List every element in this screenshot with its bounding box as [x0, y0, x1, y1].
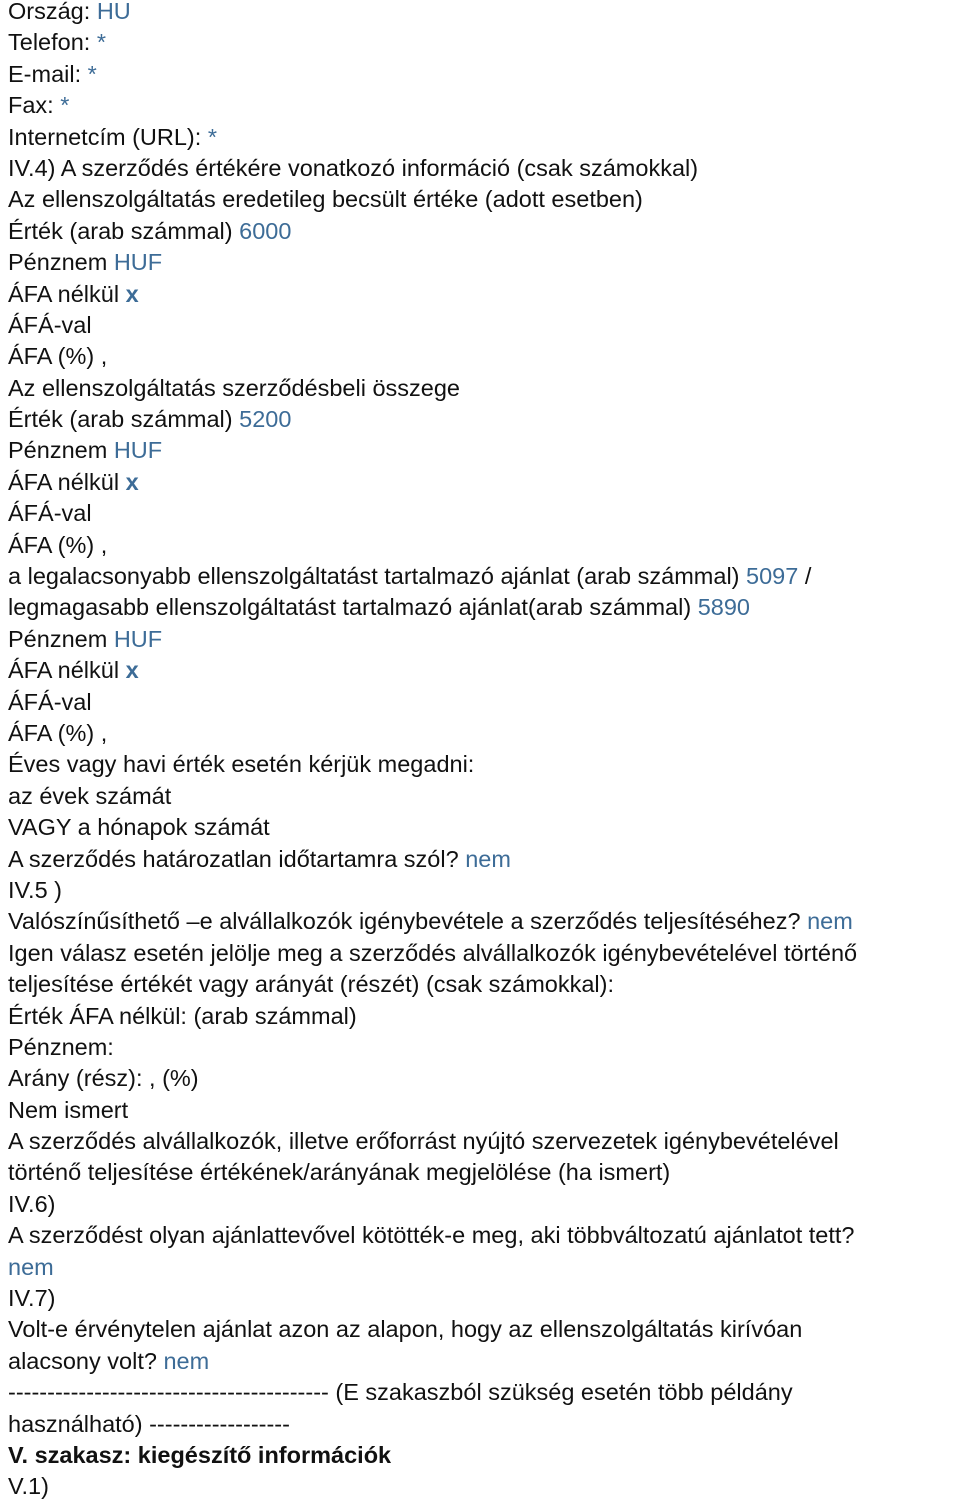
indefinite-row [8, 844, 956, 875]
contract-ertek-row [8, 404, 956, 435]
iv5-subcontract-line2: történő teljesítése értékének/arányának megjelölése (ha ismert) [8, 1159, 671, 1186]
iv5-nem-ismert: Nem ismert [8, 1096, 129, 1123]
range-afa-nelkul-row [8, 655, 956, 686]
iv7-number [8, 1283, 956, 1314]
section-prefix: IV. [8, 876, 35, 903]
section-suffix: 5 ) [34, 876, 63, 903]
telefon-value: * [96, 29, 106, 56]
highest-offer-row [8, 592, 956, 623]
iv7-question-label: alacsony volt? [8, 1347, 157, 1374]
iv7-question-value: nem [163, 1347, 210, 1374]
contract-afa-pct-row: ÁFA (%) , [8, 531, 108, 558]
iv5-subcontract-line1: A szerződés alvállalkozók, illetve erőforrást nyújtó szervezetek igénybevételével [8, 1128, 839, 1155]
afa-nelkul-mark: x [125, 657, 139, 684]
iv6-question-value: nem [8, 1253, 54, 1280]
iv5-instruction-line1: Igen válasz esetén jelölje meg a szerződés alvállalkozók igénybevételével történő [8, 939, 858, 966]
estimated-penznem-row [8, 247, 956, 278]
iv5-instruction-line2: teljesítése értékét vagy arányát (részét) (csak számokkal): [8, 971, 614, 998]
range-penznem-row [8, 624, 956, 655]
iv7-question-row [8, 1346, 956, 1377]
section-prefix: V. [8, 1473, 29, 1500]
range-slash: / [804, 563, 812, 590]
ertek-label: Érték (arab számmal) [8, 217, 233, 244]
penznem-value: HUF [113, 249, 163, 276]
url-row [8, 122, 956, 153]
email-label: E-mail: [8, 60, 82, 87]
contract-afa-nelkul-row [8, 467, 956, 498]
afa-nelkul-label: ÁFA nélkül [8, 468, 120, 495]
telefon-label: Telefon: [8, 29, 91, 56]
orszag-label: Ország: [8, 0, 91, 24]
iv6-number [8, 1189, 956, 1220]
estimated-afaval-row: ÁFÁ-val [8, 311, 92, 338]
url-value: * [207, 123, 217, 150]
lowest-offer-value: 5097 [746, 563, 799, 590]
iv5-question-value: nem [807, 908, 853, 935]
section-prefix: IV. [8, 1190, 35, 1217]
iv4-heading: IV.4) A szerződés értékére vonatkozó információ (csak számokkal) [8, 154, 699, 181]
fax-value: * [60, 92, 70, 119]
indefinite-value: nem [465, 845, 511, 872]
v1-number [8, 1471, 956, 1502]
estimated-ertek-row [8, 216, 956, 247]
telefon-row [8, 27, 956, 58]
email-row [8, 59, 956, 90]
iv6-question: A szerződést olyan ajánlattevővel kötötték-e meg, aki többváltozatú ajánlatot tett? [8, 1222, 855, 1249]
afa-nelkul-label: ÁFA nélkül [8, 657, 120, 684]
afa-nelkul-mark: x [125, 280, 139, 307]
ertek-label: Érték (arab számmal) [8, 406, 233, 433]
iv5-penznem-label: Pénznem: [8, 1033, 114, 1060]
contract-afaval-row: ÁFÁ-val [8, 500, 92, 527]
ertek-value: 5200 [239, 406, 292, 433]
estimated-heading: Az ellenszolgáltatás eredetileg becsült értéke (adott esetben) [8, 186, 643, 213]
document [8, 0, 956, 1503]
fax-label: Fax: [8, 92, 54, 119]
iv5-arany-label: Arány (rész): , (%) [8, 1065, 199, 1092]
months-label: VAGY a hónapok számát [8, 814, 270, 841]
annual-note: Éves vagy havi érték esetén kérjük megadni: [8, 751, 475, 778]
afa-nelkul-mark: x [125, 468, 139, 495]
section-prefix: IV. [8, 1285, 35, 1312]
estimated-afa-nelkul-row [8, 279, 956, 310]
section-suffix: 7) [34, 1285, 56, 1312]
email-value: * [87, 60, 97, 87]
range-afa-pct-row: ÁFA (%) , [8, 719, 108, 746]
section-suffix: 6) [34, 1190, 56, 1217]
iv5-ertek-label: Érték ÁFA nélkül: (arab számmal) [8, 1002, 357, 1029]
orszag-value: HU [96, 0, 131, 24]
contract-penznem-row [8, 435, 956, 466]
lowest-offer-row [8, 561, 956, 592]
penznem-value: HUF [113, 625, 163, 652]
iv7-question-line1: Volt-e érvénytelen ajánlat azon az alapon, hogy az ellenszolgáltatás kirívóan [8, 1316, 803, 1343]
indefinite-label: A szerződés határozatlan időtartamra szól? [8, 845, 459, 872]
separator-line2: használható) ------------------ [8, 1410, 290, 1437]
penznem-label: Pénznem [8, 625, 108, 652]
lowest-offer-label: a legalacsonyabb ellenszolgáltatást tartalmazó ajánlat (arab számmal) [8, 563, 740, 590]
afa-nelkul-label: ÁFA nélkül [8, 280, 120, 307]
ertek-value: 6000 [239, 217, 292, 244]
separator-line1: ----------------------------------------- (E szakaszból szükség esetén több példány [8, 1379, 793, 1406]
range-afaval-row: ÁFÁ-val [8, 688, 92, 715]
iv5-question-label: Valószínűsíthető –e alvállalkozók igénybevétele a szerződés teljesítéséhez? [8, 908, 801, 935]
years-label: az évek számát [8, 782, 172, 809]
fax-row [8, 90, 956, 121]
iv6-answer-row [8, 1252, 956, 1283]
contract-heading: Az ellenszolgáltatás szerződésbeli összege [8, 374, 460, 401]
penznem-value: HUF [113, 437, 163, 464]
url-label: Internetcím (URL): [8, 123, 202, 150]
orszag-row [8, 0, 956, 27]
penznem-label: Pénznem [8, 249, 108, 276]
highest-offer-label: legmagasabb ellenszolgáltatást tartalmazó ajánlat(arab számmal) [8, 594, 692, 621]
iv5-question-row [8, 906, 956, 937]
estimated-afa-pct-row: ÁFA (%) , [8, 343, 108, 370]
section-v-heading: V. szakasz: kiegészítő információk [8, 1441, 392, 1468]
iv5-number [8, 875, 956, 906]
penznem-label: Pénznem [8, 437, 108, 464]
section-suffix: 1) [28, 1473, 49, 1500]
highest-offer-value: 5890 [697, 594, 750, 621]
